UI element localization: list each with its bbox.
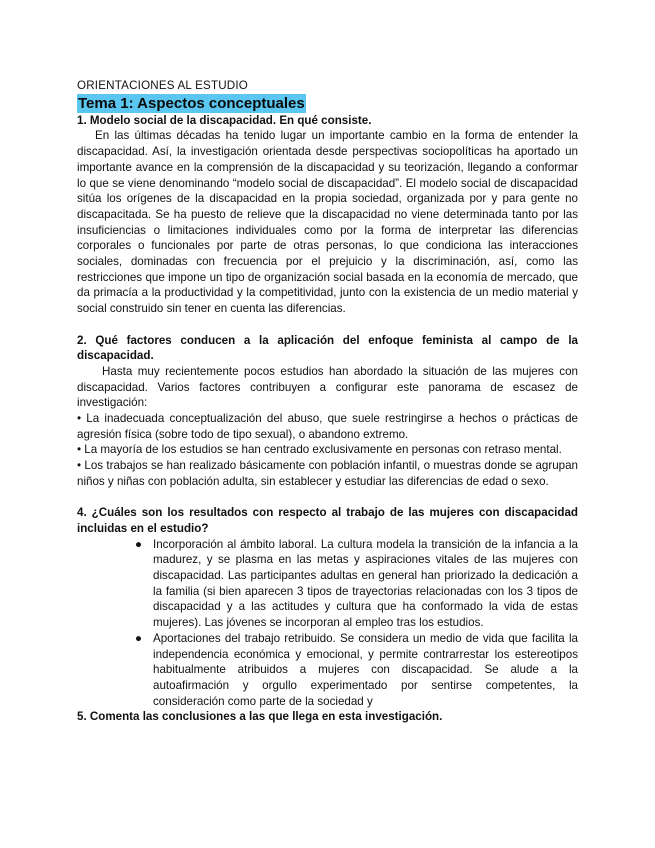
question-1-answer: En las últimas décadas ha tenido lugar un importante cambio en la forma de entender la discapacidad. Así, la investigación orientada desde perspectivas sociopolíticas ha aportado un importante avance en la comprensión de la discapacidad y su teorización, llegando a conformar lo que se viene denominando “modelo social de discapacidad”. El modelo social de discapacidad sitúa los orígenes de la discapacidad en la propia sociedad, organizada por y para gente no discapacitada. Se ha puesto de relieve que la discapacidad no viene determinada tanto por las insuficiencias o limitaciones individuales como por la forma de interpretar las diferencias corporales o funcionales por parte de otras personas, lo que condiciona las interacciones sociales, dominadas con frecuencia por el prejuicio y la discriminación, así, como las restricciones que impone un tipo de organización social basada en la economía de mercado, que da primacía a la productividad y la competitividad, junto con la existencia de un medio material y social construido sin tener en cuenta las diferencias. bbox=[77, 129, 578, 316]
factor-item: • Los trabajos se han realizado básicamente con población infantil, o muestras donde se agrupan niños y niñas con población adulta, sin establecer y estudiar las diferencias de edad o sexo. bbox=[77, 459, 578, 488]
list-item-text: Aportaciones del trabajo retribuido. Se considera un medio de vida que facilita la independencia económica y emocional, y permite contrarrestar los estereotipos habitualmente atribuidos a mujeres con discapacidad. Se alude a la autoafirmación y orgullo experimentado por sentirse competentes, la consideración como parte de la sociedad y bbox=[153, 631, 578, 708]
bullet-icon: ● bbox=[135, 631, 143, 645]
bullet-icon: ● bbox=[135, 537, 143, 551]
question-5-heading: 5. Comenta las conclusiones a las que llega en esta investigación. bbox=[77, 710, 443, 724]
factor-item: • La inadecuada conceptualización del abuso, que suele restringirse a hechos o prácticas de agresión física (sobre todo de tipo sexual), o abandono extremo. bbox=[77, 412, 578, 441]
question-2-answer: Hasta muy recientemente pocos estudios han abordado la situación de las mujeres con discapacidad. Varios factores contribuyen a configurar este panorama de escasez de investigación: bbox=[77, 364, 578, 410]
question-2-heading: 2. Qué factores conducen a la aplicación del enfoque feminista al campo de la discapacidad. bbox=[77, 333, 578, 363]
spacer bbox=[77, 317, 578, 333]
topic-title: Tema 1: Aspectos conceptuales bbox=[78, 94, 305, 112]
list-item-text: Incorporación al ámbito laboral. La cultura modela la transición de la infancia a la madurez, y se plasma en las metas y aspiraciones vitales de las mujeres con discapacidad. Las participantes adultas en general han priorizado la dedicación a la familia (si bien aparecen 3 tipos de trayectorias relacionadas con los 3 tipos de discapacidad y a las actitudes y cultura que ha conformado la vida de estas mujeres). Las jóvenes se incorporan al empleo tras los estudios. bbox=[153, 537, 578, 630]
topic-heading bbox=[77, 94, 578, 113]
list-item bbox=[135, 537, 578, 631]
spacer bbox=[77, 490, 578, 506]
question-1-heading: 1. Modelo social de la discapacidad. En qué consiste. bbox=[77, 113, 372, 127]
results-list bbox=[77, 537, 578, 710]
list-item bbox=[135, 631, 578, 710]
question-4-heading: 4. ¿Cuáles son los resultados con respecto al trabajo de las mujeres con discapacidad incluidas en el estudio? bbox=[77, 506, 578, 535]
document-header: ORIENTACIONES AL ESTUDIO bbox=[77, 79, 249, 92]
document-page bbox=[77, 78, 578, 725]
factor-item: • La mayoría de los estudios se han centrado exclusivamente en personas con retraso mental. bbox=[77, 443, 562, 457]
